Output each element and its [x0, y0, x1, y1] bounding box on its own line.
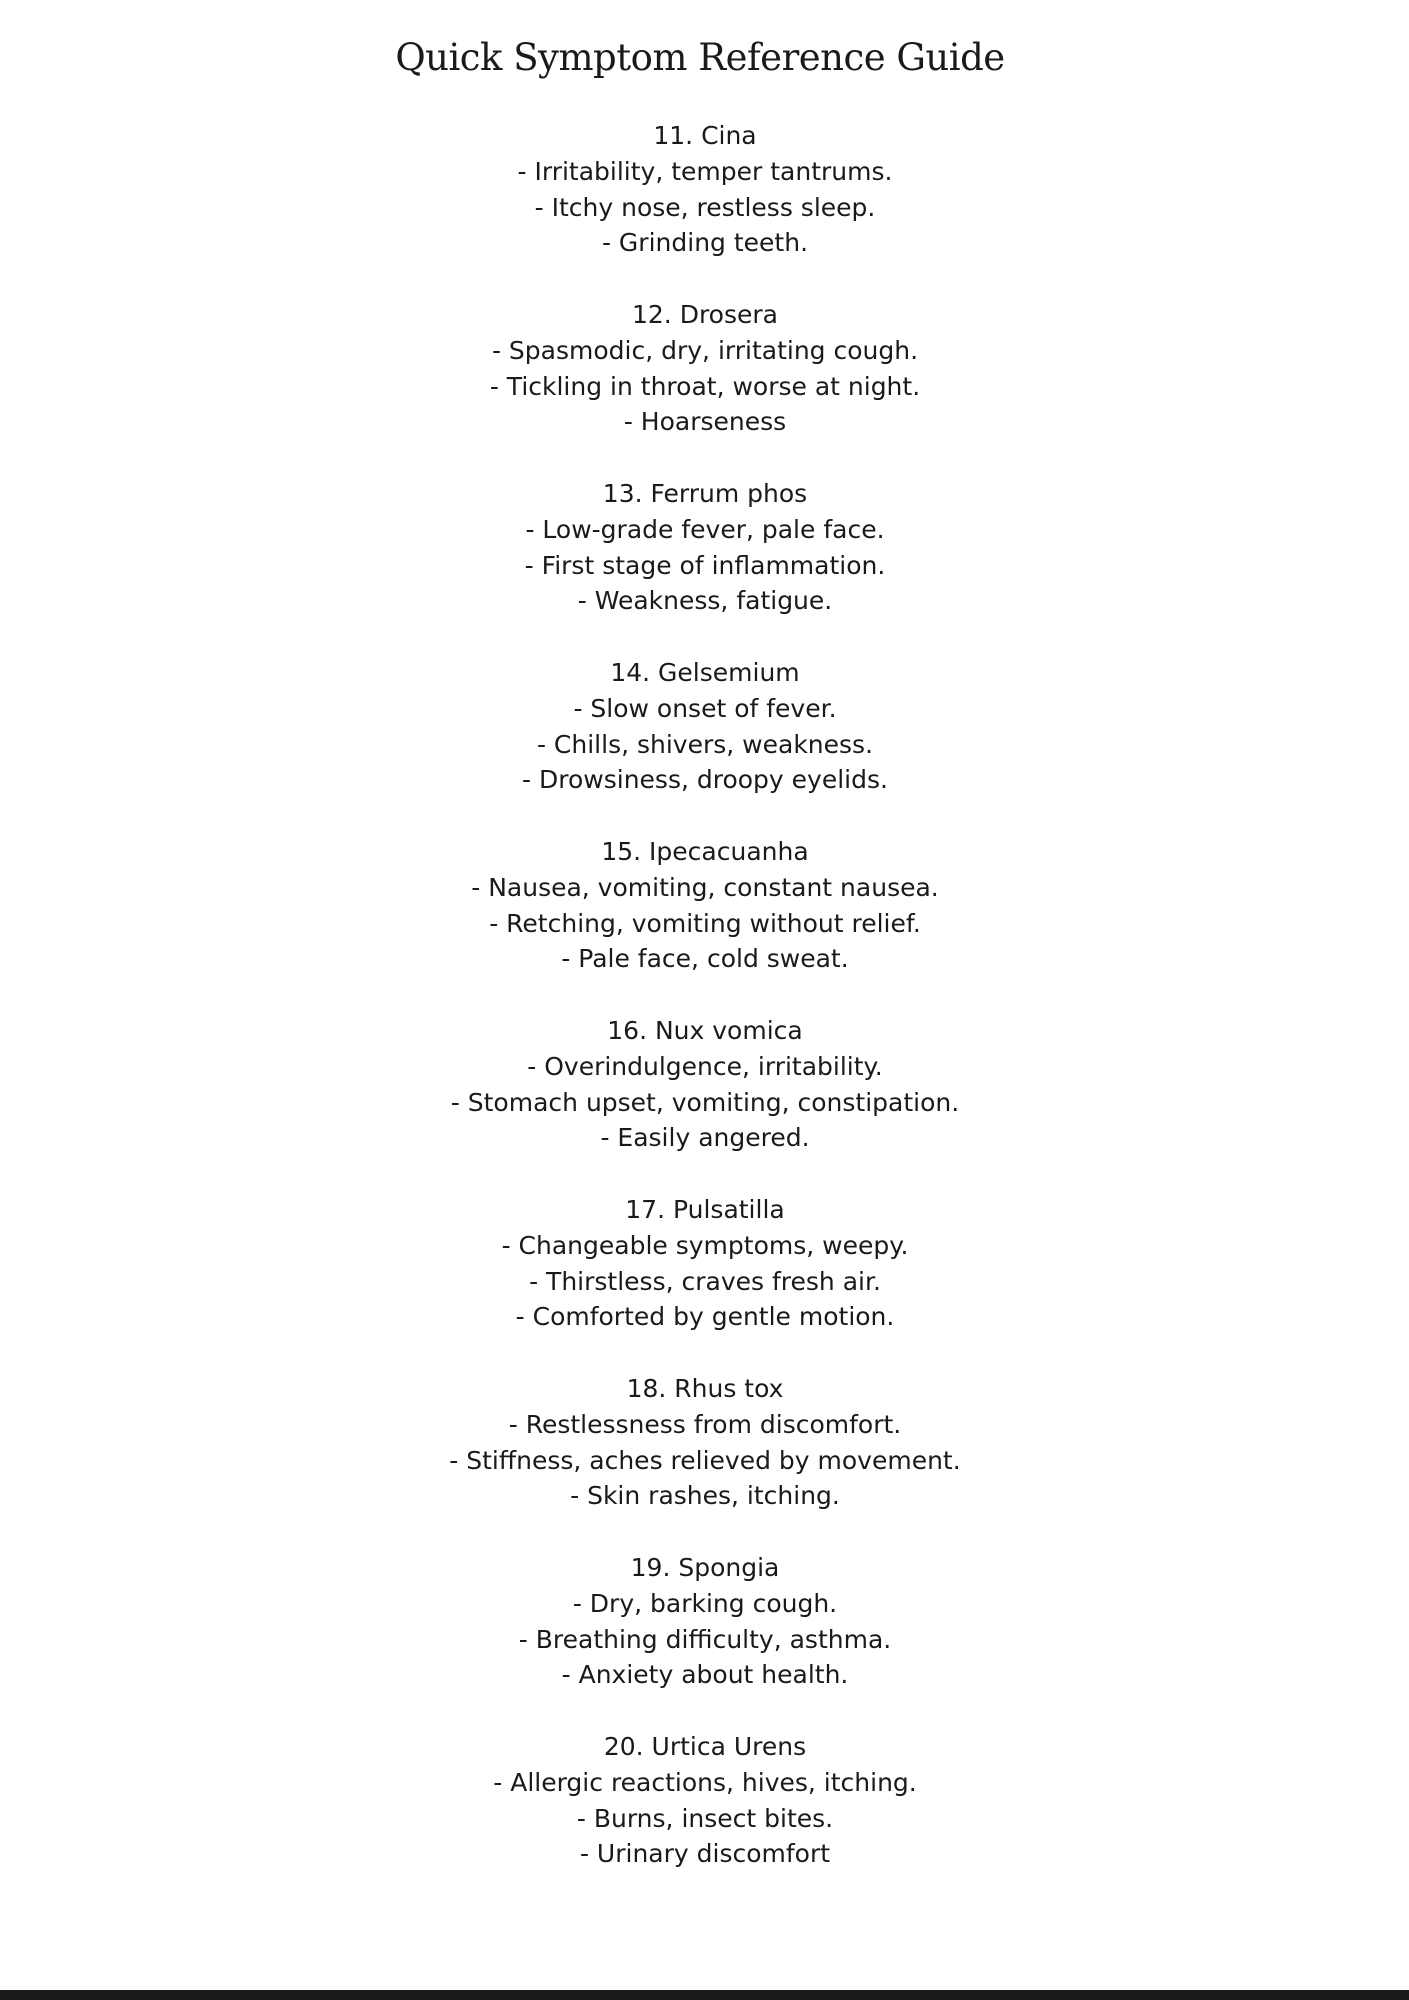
remedy-item — [0, 1013, 1409, 1192]
symptom-line: - Spasmodic, dry, irritating cough. — [491, 335, 919, 365]
remedy-item — [0, 476, 1409, 655]
remedy-name: 20. Urtica Urens — [603, 1732, 807, 1761]
page-bottom-edge — [0, 1990, 1409, 2000]
symptom-line: - Irritability, temper tantrums. — [517, 156, 893, 186]
remedy-item — [0, 1371, 1409, 1550]
symptom-line: - Skin rashes, itching. — [570, 1481, 840, 1511]
remedy-list — [0, 118, 1409, 1908]
symptom-line: - Weakness, fatigue. — [577, 586, 833, 616]
symptom-line: - Nausea, vomiting, constant nausea. — [471, 872, 939, 902]
symptom-line: - Breathing difficulty, asthma. — [518, 1624, 892, 1654]
symptom-line: - Chills, shivers, weakness. — [536, 729, 874, 759]
symptom-line: - Restlessness from discomfort. — [508, 1409, 902, 1439]
symptom-line: - Hoarseness — [623, 407, 787, 437]
symptom-line: - Burns, insect bites. — [576, 1803, 834, 1833]
symptom-line: - Retching, vomiting without relief. — [489, 908, 921, 938]
remedy-item — [0, 655, 1409, 834]
symptom-line: - Changeable symptoms, weepy. — [501, 1230, 909, 1260]
symptom-line: - Stomach upset, vomiting, constipation. — [450, 1087, 960, 1117]
remedy-name: 14. Gelsemium — [610, 658, 800, 687]
remedy-item — [0, 1550, 1409, 1729]
remedy-item — [0, 834, 1409, 1013]
symptom-line: - Allergic reactions, hives, itching. — [493, 1767, 917, 1797]
symptom-line: - Anxiety about health. — [561, 1660, 849, 1690]
symptom-line: - Overindulgence, irritability. — [527, 1051, 883, 1081]
symptom-line: - Stiffness, aches relieved by movement. — [449, 1445, 961, 1475]
remedy-name: 13. Ferrum phos — [602, 479, 808, 508]
symptom-line: - Urinary discomfort — [579, 1839, 831, 1869]
remedy-item — [0, 118, 1409, 297]
symptom-line: - Itchy nose, restless sleep. — [534, 192, 876, 222]
remedy-item — [0, 1192, 1409, 1371]
remedy-name: 16. Nux vomica — [607, 1016, 803, 1045]
remedy-name: 18. Rhus tox — [626, 1374, 784, 1403]
symptom-line: - First stage of inflammation. — [524, 550, 886, 580]
remedy-item — [0, 297, 1409, 476]
symptom-line: - Comforted by gentle motion. — [515, 1302, 895, 1332]
symptom-line: - Low-grade fever, pale face. — [525, 514, 885, 544]
symptom-line: - Grinding teeth. — [601, 228, 809, 258]
page-title: Quick Symptom Reference Guide — [395, 36, 1005, 79]
symptom-line: - Easily angered. — [600, 1123, 810, 1153]
remedy-name: 12. Drosera — [632, 300, 778, 329]
remedy-name: 11. Cina — [653, 121, 757, 150]
symptom-line: - Drowsiness, droopy eyelids. — [522, 765, 888, 795]
symptom-line: - Slow onset of fever. — [573, 693, 837, 723]
symptom-line: - Pale face, cold sweat. — [561, 944, 849, 974]
remedy-name: 17. Pulsatilla — [625, 1195, 785, 1224]
symptom-line: - Thirstless, craves fresh air. — [529, 1266, 881, 1296]
symptom-line: - Tickling in throat, worse at night. — [489, 371, 921, 401]
remedy-name: 19. Spongia — [630, 1553, 780, 1582]
symptom-line: - Dry, barking cough. — [572, 1588, 838, 1618]
remedy-name: 15. Ipecacuanha — [601, 837, 809, 866]
remedy-item — [0, 1729, 1409, 1908]
